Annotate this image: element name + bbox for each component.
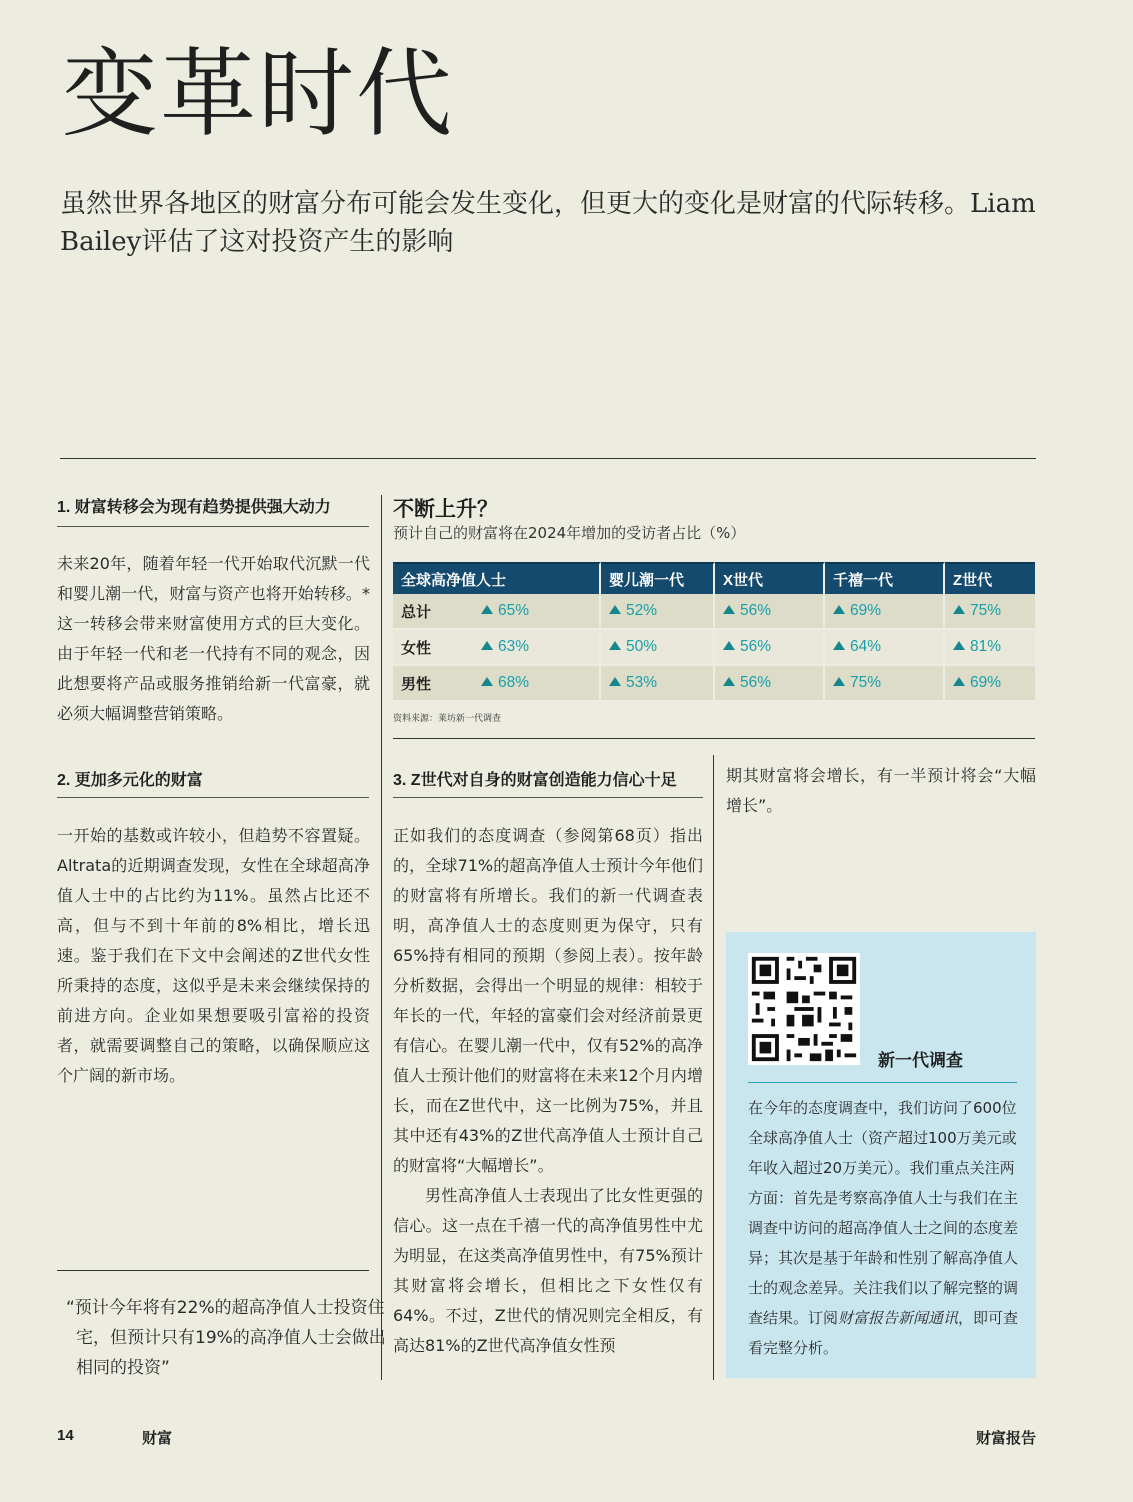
sidebar-text [748, 1093, 1020, 1363]
table-cell: 56% [715, 594, 825, 630]
row-label: 男性 [393, 666, 461, 702]
chart-source: 资料来源：莱坊新一代调查 [393, 714, 502, 724]
up-arrow-icon [609, 605, 621, 614]
article-subtitle: 虽然世界各地区的财富分布可能会发生变化，但更大的变化是财富的代际转移。Liam Bailey评估了这对投资产生的影响 [60, 189, 1036, 257]
table-header-global: 全球高净值人士 [393, 562, 601, 594]
column-divider-left [381, 495, 382, 1380]
footer-publication: 财富报告 [975, 1430, 1036, 1447]
up-arrow-icon [723, 641, 735, 650]
table-cell: 75% [945, 594, 1035, 630]
up-arrow-icon [953, 641, 965, 650]
table-header-boomers: 婴儿潮一代 [601, 562, 715, 594]
table-row [393, 594, 1035, 630]
table-cell: 64% [825, 630, 945, 666]
footer-section: 财富 [142, 1430, 173, 1447]
up-arrow-icon [833, 641, 845, 650]
table-cell: 65% [461, 594, 601, 630]
table-row [393, 630, 1035, 666]
up-arrow-icon [723, 605, 735, 614]
chart-title: 不断上升？ [393, 497, 498, 521]
up-arrow-icon [723, 677, 735, 686]
section3-para1: 正如我们的态度调查（参阅第68页）指出的，全球71%的超高净值人士预计今年他们的财富将有所增长。我们的新一代调查表明，高净值人士的态度则更为保守，只有65%持有相同的预期（参阅上表）。按年龄分析数据，会得出一个明显的规律：相较于年长的一代，年轻的富豪们会对经济前景更有信心。在婴儿潮一代中，仅有52%的高净值人士预计他们的财富将在未来12个月内增长，而在Z世代中，这一比例为75%，并且其中还有43%的Z世代高净值人士预计自己的财富将“大幅增长”。 [393, 826, 703, 1175]
table-header-millennials: 千禧一代 [825, 562, 945, 594]
sidebar-text-end: ，即可查看完整分析。 [748, 1309, 1019, 1357]
table-cell: 56% [715, 630, 825, 666]
up-arrow-icon [481, 641, 493, 650]
table-cell: 63% [461, 630, 601, 666]
up-arrow-icon [481, 677, 493, 686]
section3-body [393, 821, 703, 1361]
table-cell: 69% [825, 594, 945, 630]
top-divider [60, 458, 1036, 459]
pull-quote: “预计今年将有22%的超高净值人士投资住宅，但预计只有19%的高净值人士会做出相同的投资” [66, 1298, 386, 1378]
qr-code-icon[interactable] [748, 953, 860, 1065]
page-number: 14 [57, 1427, 74, 1444]
table-cell: 53% [601, 666, 715, 702]
quote-rule [57, 1270, 369, 1271]
chart-bottom-rule [393, 738, 1035, 739]
page-title: 变革时代 [62, 38, 454, 150]
table-header-genx: X世代 [715, 562, 825, 594]
table-cell: 52% [601, 594, 715, 630]
row-label: 总计 [393, 594, 461, 630]
table-header-genz: Z世代 [945, 562, 1035, 594]
sidebar-rule [748, 1082, 1017, 1083]
section2-body: 一开始的基数或许较小，但趋势不容置疑。Altrata的近期调查发现，女性在全球超高净值人士中的占比约为11%。虽然占比还不高，但与不到十年前的8%相比，增长迅速。鉴于我们在下文中会阐述的Z世代女性所秉持的态度，这似乎是未来会继续保持的前进方向。企业如果想要吸引富裕的投资者，就需要调整自己的策略，以确保顺应这个广阔的新市场。 [57, 826, 370, 1085]
row-label: 女性 [393, 630, 461, 666]
up-arrow-icon [481, 605, 493, 614]
up-arrow-icon [833, 605, 845, 614]
table-row [393, 666, 1035, 702]
table-cell: 68% [461, 666, 601, 702]
chart-subtitle: 预计自己的财富将在2024年增加的受访者占比（%） [393, 524, 746, 542]
section3-continuation: 期其财富将会增长，有一半预计将会“大幅增长”。 [726, 766, 1036, 815]
sidebar-text-main: 在今年的态度调查中，我们访问了600位全球高净值人士（资产超过100万美元或年收入超过20万美元）。我们重点关注两方面：首先是考察高净值人士与我们在主调查中访问的超高净值人士之间的态度差异；其次是基于年龄和性别了解高净值人士的观念差异。关注我们以了解完整的调查结果。订阅 [748, 1099, 1019, 1327]
sidebar-heading: 新一代调查 [878, 1051, 963, 1070]
table-cell: 56% [715, 666, 825, 702]
section1-body: 未来20年，随着年轻一代开始取代沉默一代和婴儿潮一代，财富与资产也将开始转移。*这一转移会带来财富使用方式的巨大变化。由于年轻一代和老一代持有不同的观念，因此想要将产品或服务推销给新一代富豪，就必须大幅调整营销策略。 [57, 554, 370, 723]
up-arrow-icon [833, 677, 845, 686]
up-arrow-icon [953, 605, 965, 614]
section3-rule [393, 797, 703, 798]
section3-para2: 男性高净值人士表现出了比女性更强的信心。这一点在千禧一代的高净值男性中尤为明显，在这类高净值男性中，有75%预计其财富将会增长，但相比之下女性仅有64%。不过，Z世代的情况则完全相反，有高达81%的Z世代高净值女性预 [393, 1186, 703, 1355]
section1-heading: 1. 财富转移会为现有趋势提供强大动力 [57, 499, 331, 516]
wealth-table [393, 562, 1035, 702]
up-arrow-icon [953, 677, 965, 686]
newsletter-link[interactable]: 财富报告新闻通讯 [838, 1309, 959, 1327]
section1-rule [57, 526, 369, 527]
table-cell: 75% [825, 666, 945, 702]
column-divider-right [713, 755, 714, 1380]
section2-rule [57, 797, 369, 798]
up-arrow-icon [609, 677, 621, 686]
section2-heading: 2. 更加多元化的财富 [57, 772, 203, 789]
up-arrow-icon [609, 641, 621, 650]
table-cell: 81% [945, 630, 1035, 666]
section3-heading: 3. Z世代对自身的财富创造能力信心十足 [393, 772, 677, 789]
table-cell: 69% [945, 666, 1035, 702]
table-cell: 50% [601, 630, 715, 666]
